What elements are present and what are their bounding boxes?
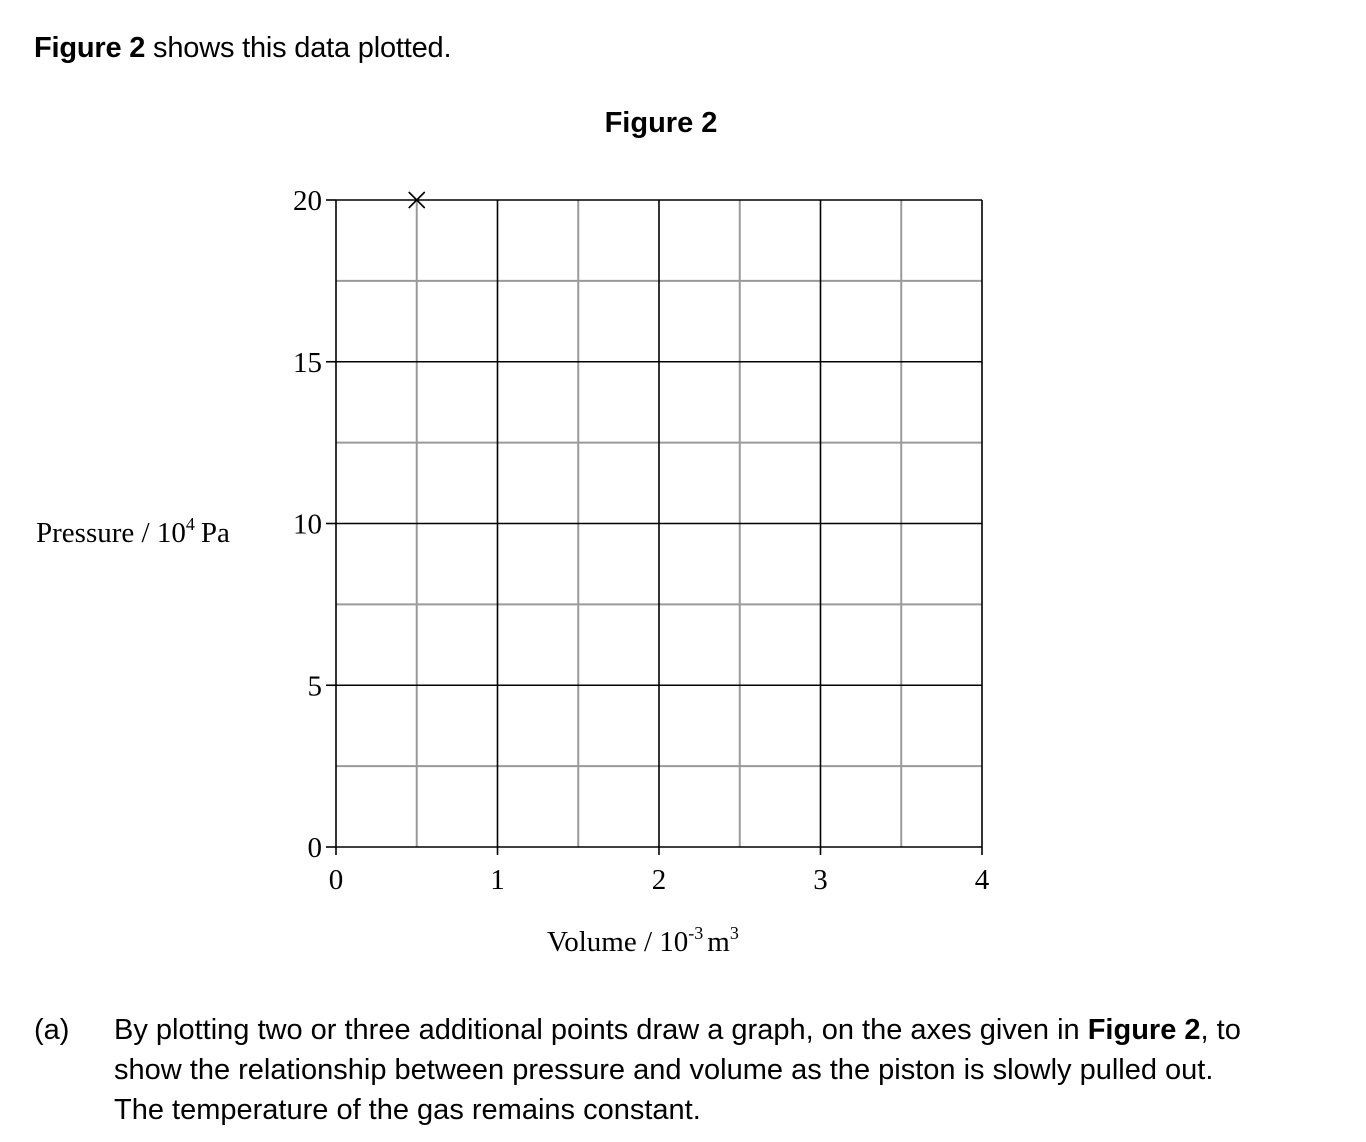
y-axis-slash: / bbox=[134, 517, 157, 549]
intro-rest: shows this data plotted. bbox=[145, 32, 452, 64]
y-tick-label: 20 bbox=[293, 185, 322, 217]
tick-labels bbox=[293, 185, 990, 896]
x-tick-label: 1 bbox=[490, 864, 505, 896]
y-tick-label: 0 bbox=[307, 832, 322, 864]
x-tick-label: 3 bbox=[813, 864, 828, 896]
y-unit-tail: Pa bbox=[200, 517, 230, 549]
question-line-2: show the relationship between pressure and volume as the piston is slowly pulled out. bbox=[114, 1054, 1214, 1086]
x-unit-base: 10 bbox=[659, 926, 689, 958]
x-unit-exp: -3 bbox=[688, 923, 704, 943]
y-tick-label: 5 bbox=[307, 670, 322, 703]
question-figure-ref: Figure 2 bbox=[1087, 1014, 1201, 1046]
axis-ticks bbox=[326, 200, 982, 855]
question-line-1 bbox=[114, 1010, 1344, 1050]
x-unit-tail: m bbox=[707, 926, 730, 958]
question-label: (a) bbox=[34, 1014, 70, 1046]
y-axis-label bbox=[36, 514, 230, 549]
x-tick-label: 4 bbox=[974, 864, 990, 896]
y-tick-label: 15 bbox=[293, 346, 322, 379]
question-text bbox=[114, 1010, 1344, 1130]
figure-title: Figure 2 bbox=[604, 107, 718, 139]
y-unit-base: 10 bbox=[156, 517, 186, 549]
x-axis-name: Volume bbox=[547, 926, 637, 958]
y-tick-label: 10 bbox=[293, 508, 322, 541]
question-line-3: The temperature of the gas remains constant. bbox=[114, 1094, 701, 1126]
major-grid bbox=[336, 200, 982, 847]
intro-figure-ref: Figure 2 bbox=[34, 32, 146, 64]
question-line-1-post: , to bbox=[1200, 1014, 1241, 1046]
x-tick-label: 0 bbox=[328, 864, 344, 896]
question-line-1-pre: By plotting two or three additional points draw a graph, on the axes given in bbox=[114, 1014, 1088, 1046]
x-axis-slash: / bbox=[636, 926, 660, 958]
x-axis-label bbox=[547, 923, 739, 958]
y-axis-name: Pressure bbox=[36, 517, 135, 549]
y-unit-exp: 4 bbox=[185, 514, 195, 534]
x-unit-tail-exp: 3 bbox=[729, 923, 739, 943]
x-tick-label: 2 bbox=[651, 864, 667, 896]
